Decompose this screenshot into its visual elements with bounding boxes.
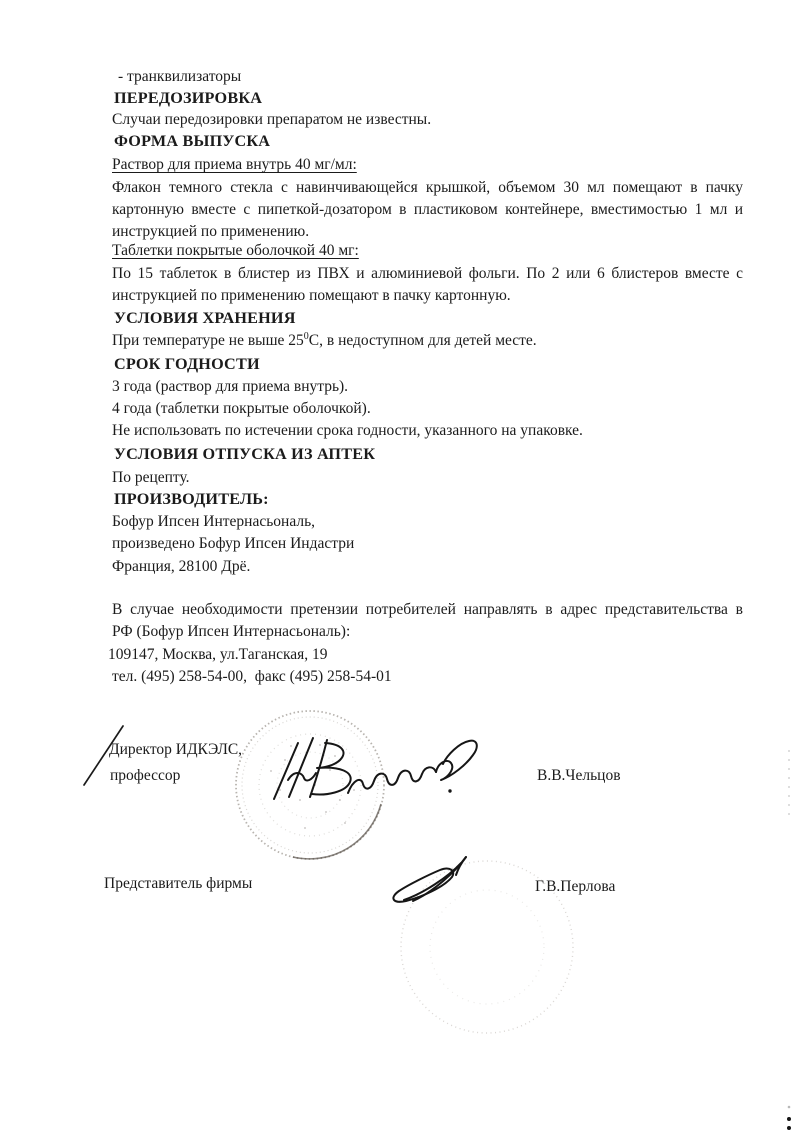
dispensing-heading: УСЛОВИЯ ОТПУСКА ИЗ АПТЕК [114,445,376,463]
director-title-line1: Директор ИДКЭЛС, [109,741,243,758]
degree-superscript: 0 [303,330,309,342]
stamp-seal [236,711,384,859]
representative-name: Г.В.Перлова [535,878,616,895]
storage-body [112,331,743,351]
solution-paragraph-line2: картонную вместе с пипеткой-дозатором в пластиковом контейнере, вместимостью 1 мл и [112,201,743,218]
manufacturer-line3: Франция, 28100 Дрё. [112,558,251,575]
overdose-heading: ПЕРЕДОЗИРОВКА [114,89,263,107]
solution-paragraph-line3: инструкцией по применению. [112,223,310,240]
tablets-paragraph-line1: По 15 таблеток в блистер из ПВХ и алюминиевой фольги. По 2 или 6 блистеров вместе с [112,265,743,282]
scan-artifact-dot-faint [788,1106,791,1109]
stamp-seal-faint [401,861,573,1033]
signature-director [274,738,477,799]
claims-phone-fax: тел. (495) 258-54-00, факс (495) 258-54-01 [112,668,392,685]
shelf-life-line2: 4 года (таблетки покрытые оболочкой). [112,400,371,417]
signature-representative [393,857,466,902]
manufacturer-line1: Бофур Ипсен Интернасьональ, [112,513,316,530]
solution-subheading: Раствор для приема внутрь 40 мг/мл: [112,156,357,173]
storage-text-after: С, в недоступном для детей месте. [308,332,537,349]
director-name: В.В.Чельцов [537,767,621,784]
claims-address: 109147, Москва, ул.Таганская, 19 [108,646,328,663]
claims-paragraph-line1: В случае необходимости претензии потребителей направлять в адрес представительства в [112,601,743,618]
dispensing-body: По рецепту. [112,469,190,486]
tablets-subheading: Таблетки покрытые оболочкой 40 мг: [112,242,359,259]
signature-stamp-layer [0,690,800,1131]
overdose-body: Случаи передозировки препаратом не известны. [112,111,432,128]
storage-heading: УСЛОВИЯ ХРАНЕНИЯ [114,309,296,327]
solution-paragraph-line1: Флакон темного стекла с навинчивающейся крышкой, объемом 30 мл помещают в пачку [112,179,743,196]
list-item-tranquilizers: - транквилизаторы [118,68,242,85]
manufacturer-heading: ПРОИЗВОДИТЕЛЬ: [114,490,269,508]
manufacturer-line2: произведено Бофур Ипсен Индастри [112,535,355,552]
slash-mark [84,726,123,785]
shelf-life-line3: Не использовать по истечении срока годности, указанного на упаковке. [112,422,583,439]
tablets-paragraph-line2: инструкцией по применению помещают в пачку картонную. [112,287,511,304]
director-title-line2: профессор [110,767,181,784]
storage-text-before: При температуре не выше 25 [112,332,304,349]
claims-paragraph-line2: РФ (Бофур Ипсен Интернасьональ): [112,623,351,640]
shelf-life-line1: 3 года (раствор для приема внутрь). [112,378,349,395]
scan-artifact-dot [787,1117,791,1121]
representative-label: Представитель фирмы [104,875,253,892]
scan-artifact-dot [787,1126,791,1130]
release-form-heading: ФОРМА ВЫПУСКА [114,132,271,150]
shelf-life-heading: СРОК ГОДНОСТИ [114,355,260,373]
